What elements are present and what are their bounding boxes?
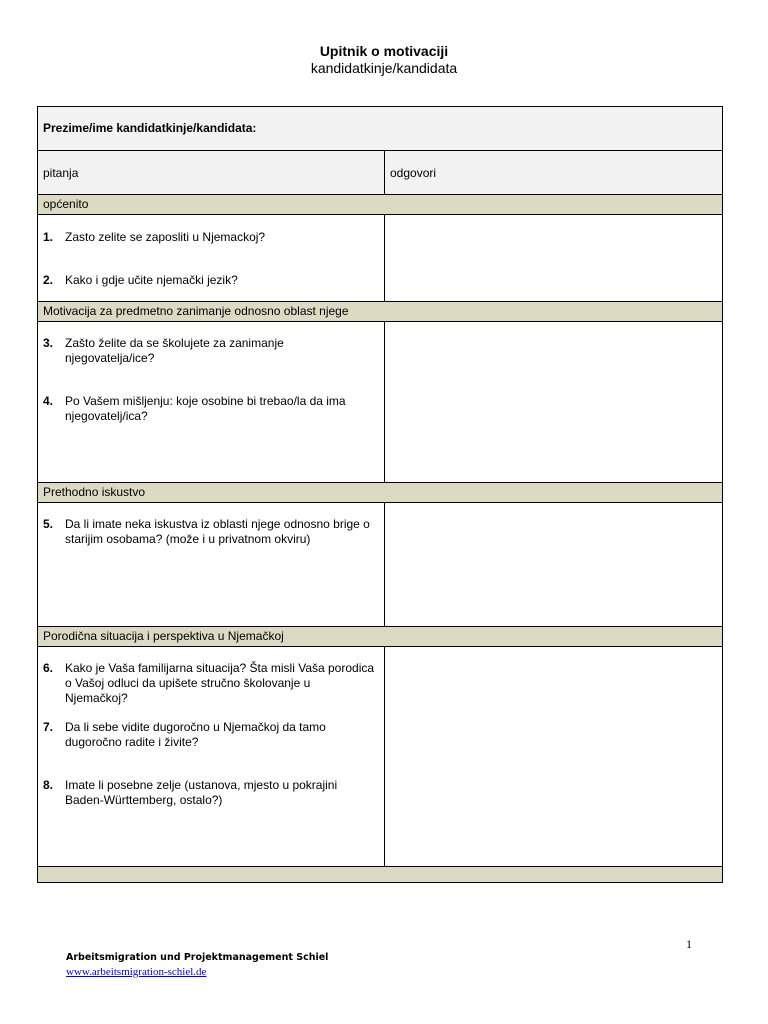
question-row-group	[38, 215, 722, 302]
questions-cell	[38, 503, 385, 626]
question-item	[43, 778, 376, 808]
question-text: Imate li posebne zelje (ustanova, mjesto u pokrajini Baden-Württemberg, ostalo?)	[65, 778, 338, 807]
section-header-general: općenito	[38, 195, 722, 215]
document-subtitle: kandidatkinje/kandidata	[310, 60, 458, 76]
question-text: Da li sebe vidite dugoročno u Njemačkoj da tamo dugoročno radite i živite?	[65, 720, 326, 749]
answers-column-header: odgovori	[390, 166, 437, 180]
question-number: 2.	[43, 273, 54, 287]
questions-cell	[38, 215, 385, 301]
document-title: Upitnik o motivaciji	[319, 43, 449, 59]
question-number: 7.	[43, 720, 54, 734]
question-number: 1.	[43, 230, 54, 244]
question-row-group	[38, 322, 722, 483]
footer-company-name: Arbeitsmigration und Projektmanagement Schiel	[66, 952, 329, 963]
question-text: Da li imate neka iskustva iz oblasti njege odnosno brige o starijim osobama? (može i u privatnom okviru)	[65, 517, 370, 546]
section-header-experience: Prethodno iskustvo	[38, 483, 722, 503]
column-header-row	[38, 151, 722, 195]
question-text: Zasto zelite se zaposliti u Njemackoj?	[65, 230, 266, 244]
candidate-name-row[interactable]	[38, 107, 722, 151]
table-footer-bar	[38, 867, 722, 882]
question-row-group	[38, 503, 722, 627]
question-item	[43, 517, 376, 547]
question-number: 5.	[43, 517, 54, 531]
question-item	[43, 661, 376, 706]
answer-cell[interactable]	[385, 647, 722, 866]
answer-cell[interactable]	[385, 503, 722, 626]
page-footer	[66, 951, 328, 979]
question-number: 6.	[43, 661, 54, 675]
candidate-name-label: Prezime/ime kandidatkinje/kandidata:	[43, 121, 257, 135]
questions-cell	[38, 647, 385, 866]
answer-cell[interactable]	[385, 215, 722, 301]
question-item	[43, 230, 376, 245]
question-text: Kako i gdje učite njemački jezik?	[65, 273, 238, 287]
questions-column-header: pitanja	[38, 151, 385, 194]
question-item	[43, 720, 376, 750]
question-number: 3.	[43, 336, 54, 350]
question-text: Kako je Vaša familijarna situacija? Šta misli Vaša porodica o Vašoj odluci da upišete stručno školovanje u Njemačkoj?	[65, 661, 375, 705]
question-row-group	[38, 647, 722, 867]
questionnaire-table	[37, 106, 723, 883]
question-number: 8.	[43, 778, 54, 792]
question-item	[43, 336, 376, 366]
answer-cell[interactable]	[385, 322, 722, 482]
section-header-motivation: Motivacija za predmetno zanimanje odnosno oblast njege	[38, 302, 722, 322]
page-number: 1	[686, 937, 692, 951]
footer-website-link[interactable]: www.arbeitsmigration-schiel.de	[66, 966, 207, 978]
question-item	[43, 394, 376, 424]
section-header-family: Porodična situacija i perspektiva u Njemačkoj	[38, 627, 722, 647]
questions-cell	[38, 322, 385, 482]
question-text: Zašto želite da se školujete za zanimanje njegovatelja/ice?	[65, 336, 284, 365]
question-text: Po Vašem mišljenju: koje osobine bi trebao/la da ima njegovatelj/ica?	[65, 394, 346, 423]
question-item	[43, 273, 376, 288]
document-header	[0, 43, 768, 77]
question-number: 4.	[43, 394, 54, 408]
